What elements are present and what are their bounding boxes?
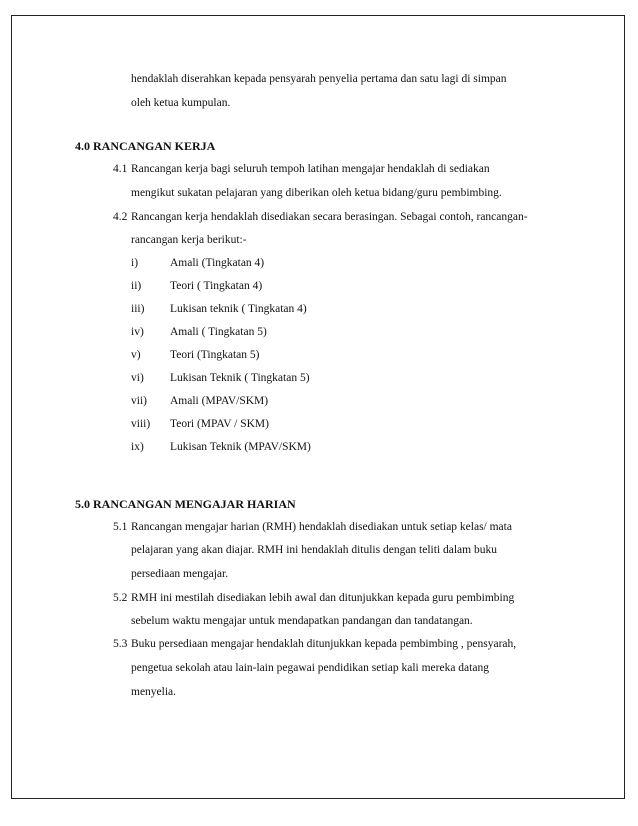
list-item: Lukisan Teknik ( Tingkatan 5) bbox=[170, 372, 310, 384]
para-4-2-line-1: Rancangan kerja hendaklah disediakan secara berasingan. Sebagai contoh, rancangan- bbox=[131, 211, 528, 223]
list-item: Amali (Tingkatan 4) bbox=[170, 257, 265, 269]
para-5-3-line-2: pengetua sekolah atau lain-lain pegawai pendidikan setiap kali mereka datang bbox=[131, 662, 489, 674]
list-item-number: v) bbox=[131, 349, 141, 361]
list-item-number: iii) bbox=[131, 303, 145, 315]
para-4-2-line-2: rancangan kerja berikut:- bbox=[131, 234, 247, 246]
para-5-2-line-2: sebelum waktu mengajar untuk mendapatkan pandangan dan tandatangan. bbox=[131, 615, 473, 627]
list-item: Amali (MPAV/SKM) bbox=[170, 395, 269, 407]
list-item-number: ii) bbox=[131, 280, 142, 292]
para-4-2-number: 4.2 bbox=[113, 211, 128, 223]
para-5-3-number: 5.3 bbox=[113, 638, 128, 650]
para-5-1-line-2: pelajaran yang akan diajar. RMH ini hendaklah ditulis dengan teliti dalam buku bbox=[131, 544, 497, 556]
intro-line-2: oleh ketua kumpulan. bbox=[131, 97, 231, 109]
para-5-1-line-1: Rancangan mengajar harian (RMH) hendaklah disediakan untuk setiap kelas/ mata bbox=[131, 521, 512, 533]
para-4-1-line-1: Rancangan kerja bagi seluruh tempoh latihan mengajar hendaklah di sediakan bbox=[131, 163, 490, 175]
para-5-3-line-1: Buku persediaan mengajar hendaklah ditunjukkan kepada pembimbing , pensyarah, bbox=[131, 638, 517, 650]
intro-line-1: hendaklah diserahkan kepada pensyarah penyelia pertama dan satu lagi di simpan bbox=[131, 73, 507, 85]
list-item-number: iv) bbox=[131, 326, 144, 338]
para-5-2-number: 5.2 bbox=[113, 592, 128, 604]
para-5-3-line-3: menyelia. bbox=[131, 686, 177, 698]
para-5-1-line-3: persediaan mengajar. bbox=[131, 568, 229, 580]
list-item-number: i) bbox=[131, 257, 139, 269]
list-item: Teori ( Tingkatan 4) bbox=[170, 280, 263, 292]
list-item-number: vii) bbox=[131, 395, 147, 407]
list-item-number: ix) bbox=[131, 441, 144, 453]
page-border bbox=[11, 15, 625, 799]
list-item: Teori (MPAV / SKM) bbox=[170, 418, 269, 430]
section-4-heading: 4.0 RANCANGAN KERJA bbox=[75, 139, 216, 153]
list-item-number: vi) bbox=[131, 372, 144, 384]
list-item: Lukisan Teknik (MPAV/SKM) bbox=[170, 441, 311, 453]
para-4-1-line-2: mengikut sukatan pelajaran yang diberikan oleh ketua bidang/guru pembimbing. bbox=[131, 187, 502, 199]
list-item: Amali ( Tingkatan 5) bbox=[170, 326, 267, 338]
para-5-1-number: 5.1 bbox=[113, 521, 128, 533]
list-item: Lukisan teknik ( Tingkatan 4) bbox=[170, 303, 307, 315]
para-4-1-number: 4.1 bbox=[113, 163, 128, 175]
section-5-heading: 5.0 RANCANGAN MENGAJAR HARIAN bbox=[75, 497, 296, 511]
para-5-2-line-1: RMH ini mestilah disediakan lebih awal dan ditunjukkan kepada guru pembimbing bbox=[131, 592, 515, 604]
list-item: Teori (Tingkatan 5) bbox=[170, 349, 260, 361]
list-item-number: viii) bbox=[131, 418, 151, 430]
